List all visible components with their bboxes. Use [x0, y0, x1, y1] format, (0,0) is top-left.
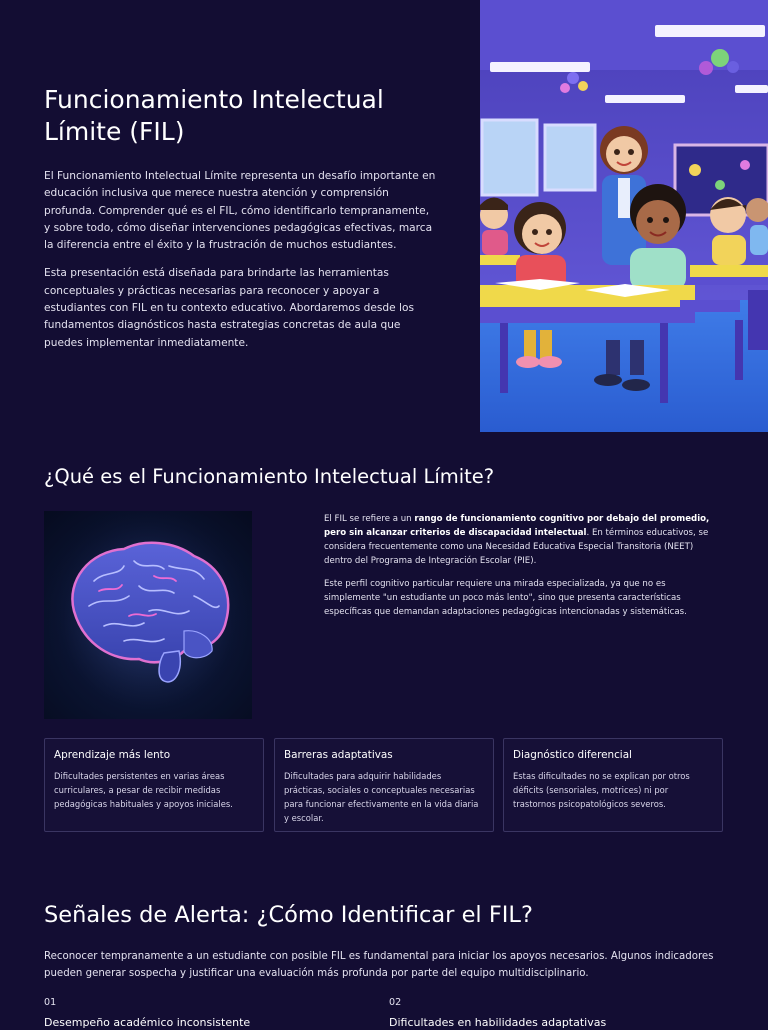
definition-section — [44, 462, 724, 823]
step-title: Desempeño académico inconsistente — [44, 1016, 251, 1029]
signals-title: Señales de Alerta: ¿Cómo Identificar el FIL? — [44, 902, 533, 928]
hero-paragraph-2: Esta presentación está diseñada para brindarte las herramientas conceptuales y prácticas necesarias para reconocer y apoyar a estudiantes con FIL en tu contexto educativo. Abordaremos desde los fundamentos diagnósticos hasta estrategias concretas de aula que puedes implementar inmediatamente. — [44, 267, 414, 349]
definition-text-end: . En términos educativos, se considera frecuentemente como una Necesidad Educativa Especial Transitoria (NEET) dentro del Programa de Integración Escolar (PIE). — [324, 528, 709, 566]
signals-intro: Reconocer tempranamente a un estudiante con posible FIL es fundamental para iniciar los apoyos necesarios. Algunos indicadores pueden generar sospecha y justificar una evaluación más profunda por parte del equipo multidisciplinario. — [44, 951, 714, 979]
definition-paragraph-1 — [324, 512, 714, 568]
definition-paragraph-2: Este perfil cognitivo particular requiere una mirada especializada, ya que no es simplemente "un estudiante un poco más lento", sino que presenta características específicas que demandan adaptaciones pedagógicas intencionadas y sistemáticas. — [324, 579, 687, 617]
card-adaptive-barriers — [274, 738, 494, 832]
card-text: Dificultades persistentes en varias áreas curriculares, a pesar de recibir medidas pedagógicas habituales y apoyos iniciales. — [54, 771, 233, 809]
page-title: Funcionamiento Intelectual Límite (FIL) — [44, 85, 384, 146]
classroom-illustration — [480, 0, 768, 432]
card-title: Diagnóstico diferencial — [513, 749, 632, 761]
signals-section — [44, 898, 734, 1029]
feature-cards — [44, 738, 724, 834]
card-slow-learning — [44, 738, 264, 832]
step-item — [389, 996, 606, 1030]
card-text: Dificultades para adquirir habilidades prácticas, sociales o conceptuales necesarias para funcionar efectivamente en la vida diaria y escolar. — [284, 771, 479, 823]
hero-section — [0, 0, 768, 432]
step-item — [44, 996, 250, 1030]
definition-text — [324, 512, 714, 628]
card-title: Barreras adaptativas — [284, 749, 393, 761]
definition-text-start: El FIL se refiere a un — [324, 514, 415, 524]
step-number: 02 — [389, 997, 402, 1008]
card-text: Estas dificultades no se explican por otros déficits (sensoriales, motrices) ni por trastornos psicopatológicos severos. — [513, 771, 690, 809]
step-title: Dificultades en habilidades adaptativas — [389, 1016, 607, 1029]
definition-highlight: rango de funcionamiento cognitivo por debajo del promedio, pero sin alcanzar criterios de discapacidad intelectual — [324, 514, 710, 538]
definition-title: ¿Qué es el Funcionamiento Intelectual Límite? — [44, 465, 495, 488]
hero-text — [44, 84, 436, 363]
card-title: Aprendizaje más lento — [54, 749, 171, 761]
step-number: 01 — [44, 997, 57, 1008]
hero-paragraph-1: El Funcionamiento Intelectual Límite representa un desafío importante en educación inclusiva que merece nuestra atención y comprensión profunda. Comprender qué es el FIL, cómo identificarlo tempranamente, y sobre todo, cómo diseñar intervenciones pedagógicas efectivas, marca la diferencia entre el éxito y la frustración de muchos estudiantes. — [44, 170, 436, 252]
brain-illustration — [44, 511, 252, 719]
card-differential-diagnosis — [503, 738, 723, 832]
